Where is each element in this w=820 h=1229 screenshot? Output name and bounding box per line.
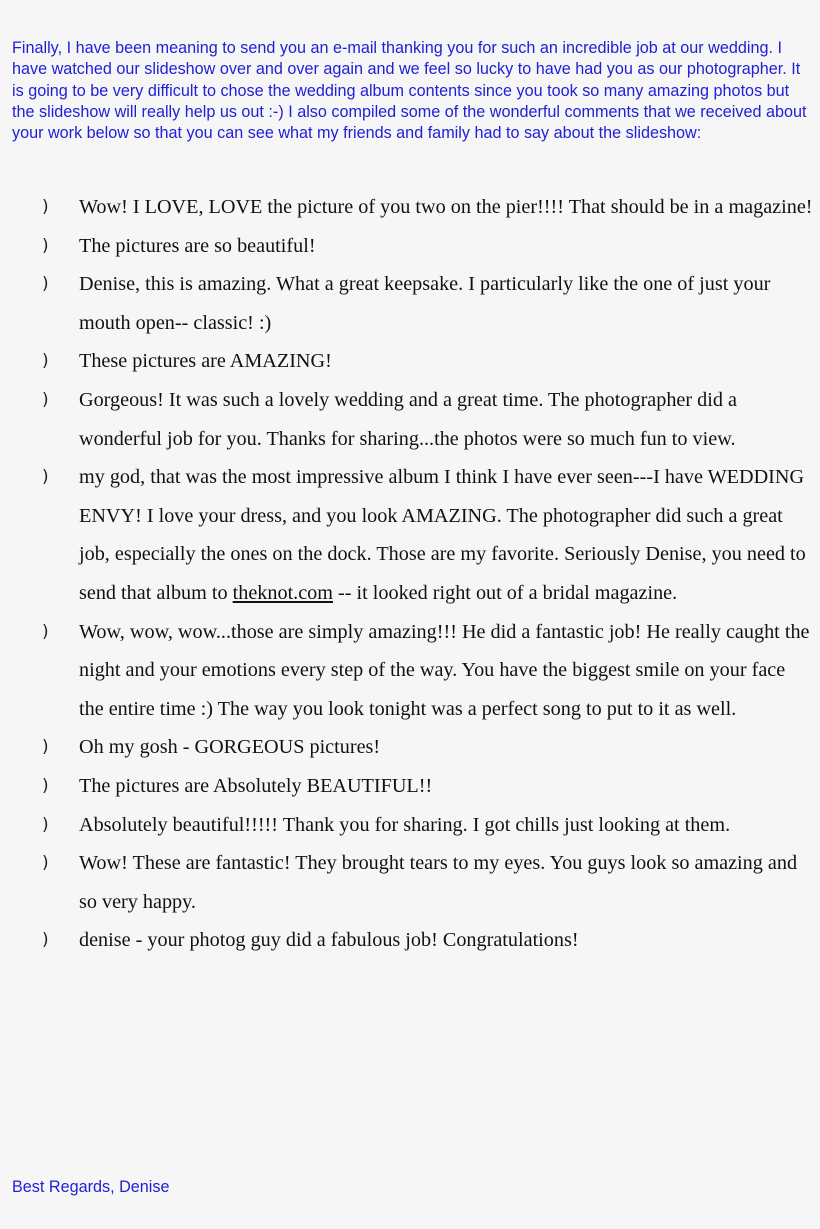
theknot-link[interactable]: theknot.com <box>232 581 333 604</box>
bullet-icon: ) <box>42 621 49 642</box>
comment-item <box>0 342 820 381</box>
comment-item <box>0 728 820 767</box>
comment-text-after-link: -- it looked right out of a bridal magazine. <box>332 581 678 604</box>
comment-item <box>0 188 820 227</box>
comments-list <box>0 188 820 960</box>
comment-text: denise - your photog guy did a fabulous job! Congratulations! <box>79 929 579 952</box>
comment-text: Wow, wow, wow...those are simply amazing!!! He did a fantastic job! He really caught the night and your emotions every step of the way. You have the biggest smile on your face the entire time :) The way you look tonight was a perfect song to put to it as well. <box>79 620 810 720</box>
bullet-icon: ) <box>42 775 49 796</box>
comment-text-before-link: my god, that was the most impressive album I think I have ever seen---I have WEDDING ENVY! I love your dress, and you look AMAZING. The photographer did such a great job, especially the ones on the dock. Those are my favorite. Seriously Denise, you need to send that album to <box>79 466 806 604</box>
comment-item <box>0 381 820 458</box>
bullet-icon: ) <box>42 737 49 758</box>
bullet-icon: ) <box>42 853 49 874</box>
comment-item <box>0 613 820 729</box>
comment-item <box>0 921 820 960</box>
comment-text: Wow! These are fantastic! They brought tears to my eyes. You guys look so amazing and so very happy. <box>79 852 798 913</box>
comment-item <box>0 844 820 921</box>
comment-item <box>0 227 820 266</box>
comment-text: The pictures are Absolutely BEAUTIFUL!! <box>79 774 433 797</box>
intro-paragraph: Finally, I have been meaning to send you an e-mail thanking you for such an incredible job at our wedding. I have watched our slideshow over and over again and we feel so lucky to have had you as our photographer. It is going to be very difficult to chose the wedding album contents since you took so many amazing photos but the slideshow will really help us out :-) I also compiled some of the wonderful comments that we received about your work below so that you can see what my friends and family had to say about the slideshow: <box>12 39 807 143</box>
signoff: Best Regards, Denise <box>12 1178 170 1196</box>
comment-item <box>0 767 820 806</box>
comment-text: Oh my gosh - GORGEOUS pictures! <box>79 736 381 759</box>
comment-text: The pictures are so beautiful! <box>79 234 316 257</box>
bullet-icon: ) <box>42 930 49 951</box>
bullet-icon: ) <box>42 389 49 410</box>
bullet-icon: ) <box>42 235 49 256</box>
bullet-icon: ) <box>42 197 49 217</box>
bullet-icon: ) <box>42 274 49 295</box>
bullet-icon: ) <box>42 467 49 488</box>
comment-item <box>0 265 820 342</box>
comment-item <box>0 806 820 845</box>
comment-text: These pictures are AMAZING! <box>79 350 332 373</box>
comment-text: Wow! I LOVE, LOVE the picture of you two on the pier!!!! That should be in a magazine! <box>79 196 813 218</box>
bullet-icon: ) <box>42 814 49 835</box>
comment-text: Absolutely beautiful!!!!! Thank you for sharing. I got chills just looking at them. <box>79 813 731 836</box>
comment-text: Gorgeous! It was such a lovely wedding and a great time. The photographer did a wonderful job for you. Thanks for sharing...the photos were so much fun to view. <box>79 388 737 450</box>
comment-text: Denise, this is amazing. What a great keepsake. I particularly like the one of just your mouth open-- classic! :) <box>79 273 771 334</box>
comment-item <box>0 458 820 612</box>
bullet-icon: ) <box>42 351 49 372</box>
